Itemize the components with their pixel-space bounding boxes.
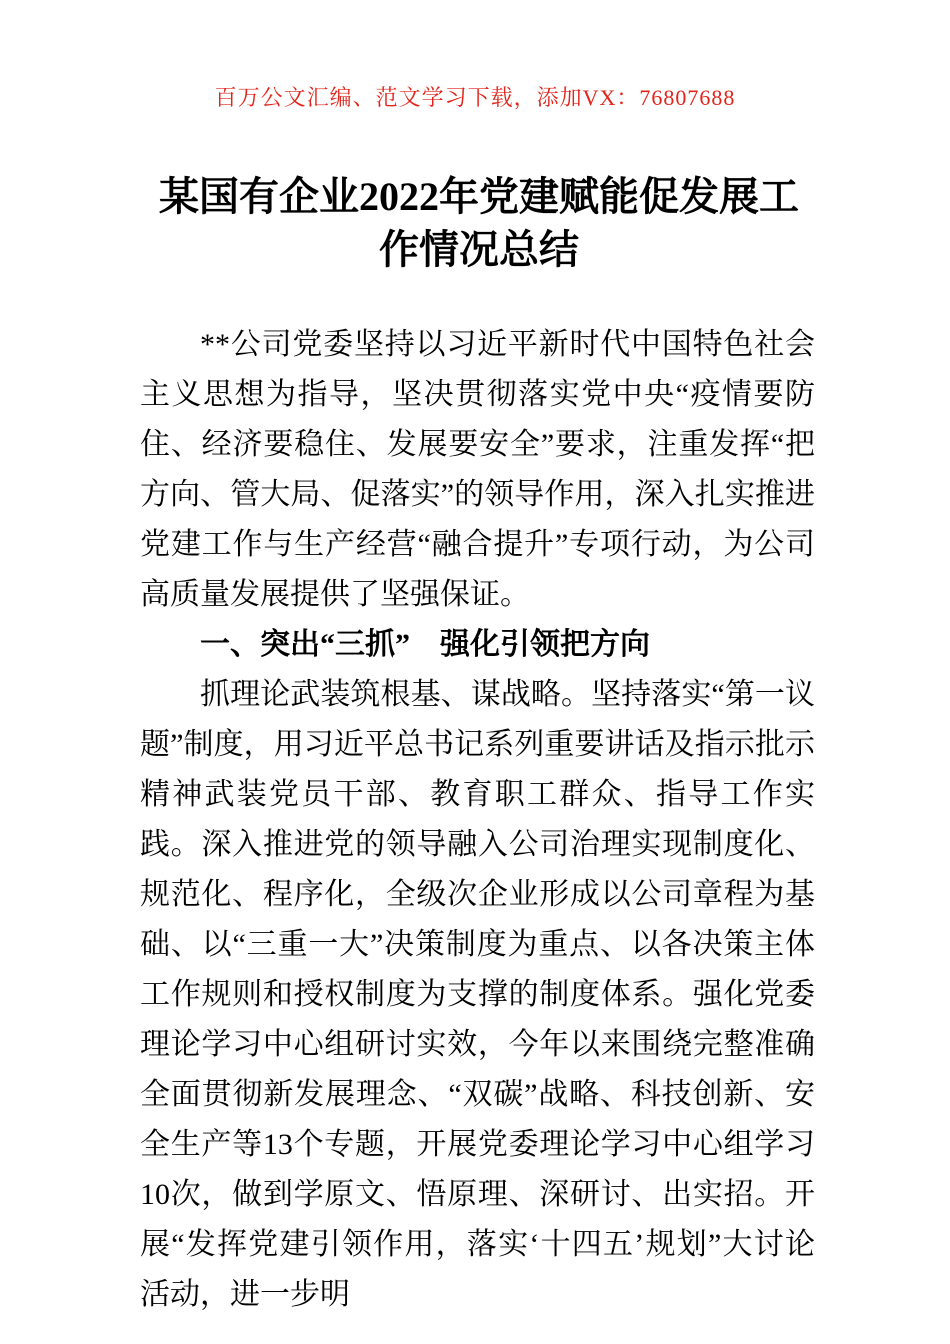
document-body bbox=[140, 320, 815, 1320]
paragraph-intro: **公司党委坚持以习近平新时代中国特色社会主义思想为指导，坚决贯彻落实党中央“疫情要防住、经济要稳住、发展要安全”要求，注重发挥“把方向、管大局、促落实”的领导作用，深入扎实推进党建工作与生产经营“融合提升”专项行动，为公司高质量发展提供了坚强保证。 bbox=[140, 328, 815, 611]
promo-banner: 百万公文汇编、范文学习下载，添加VX：76807688 bbox=[214, 85, 736, 110]
document-title: 某国有企业2022年党建赋能促发展工作情况总结 bbox=[159, 174, 799, 272]
paragraph-section-body: 抓理论武装筑根基、谋战略。坚持落实“第一议题”制度，用习近平总书记系列重要讲话及指示批示精神武装党员干部、教育职工群众、指导工作实践。深入推进党的领导融入公司治理实现制度化、规范化、程序化，全级次企业形成以公司章程为基础、以“三重一大”决策制度为重点、以各决策主体工作规则和授权制度为支撑的制度体系。强化党委理论学习中心组研讨实效，今年以来围绕完整准确全面贯彻新发展理念、“双碳”战略、科技创新、安全生产等13个专题，开展党委理论学习中心组学习10次，做到学原文、悟原理、深研讨、出实招。开展“发挥党建引领作用，落实‘十四五’规划”大讨论活动，进一步明 bbox=[140, 678, 815, 1311]
section-heading: 一、突出“三抓” 强化引领把方向 bbox=[200, 628, 650, 661]
